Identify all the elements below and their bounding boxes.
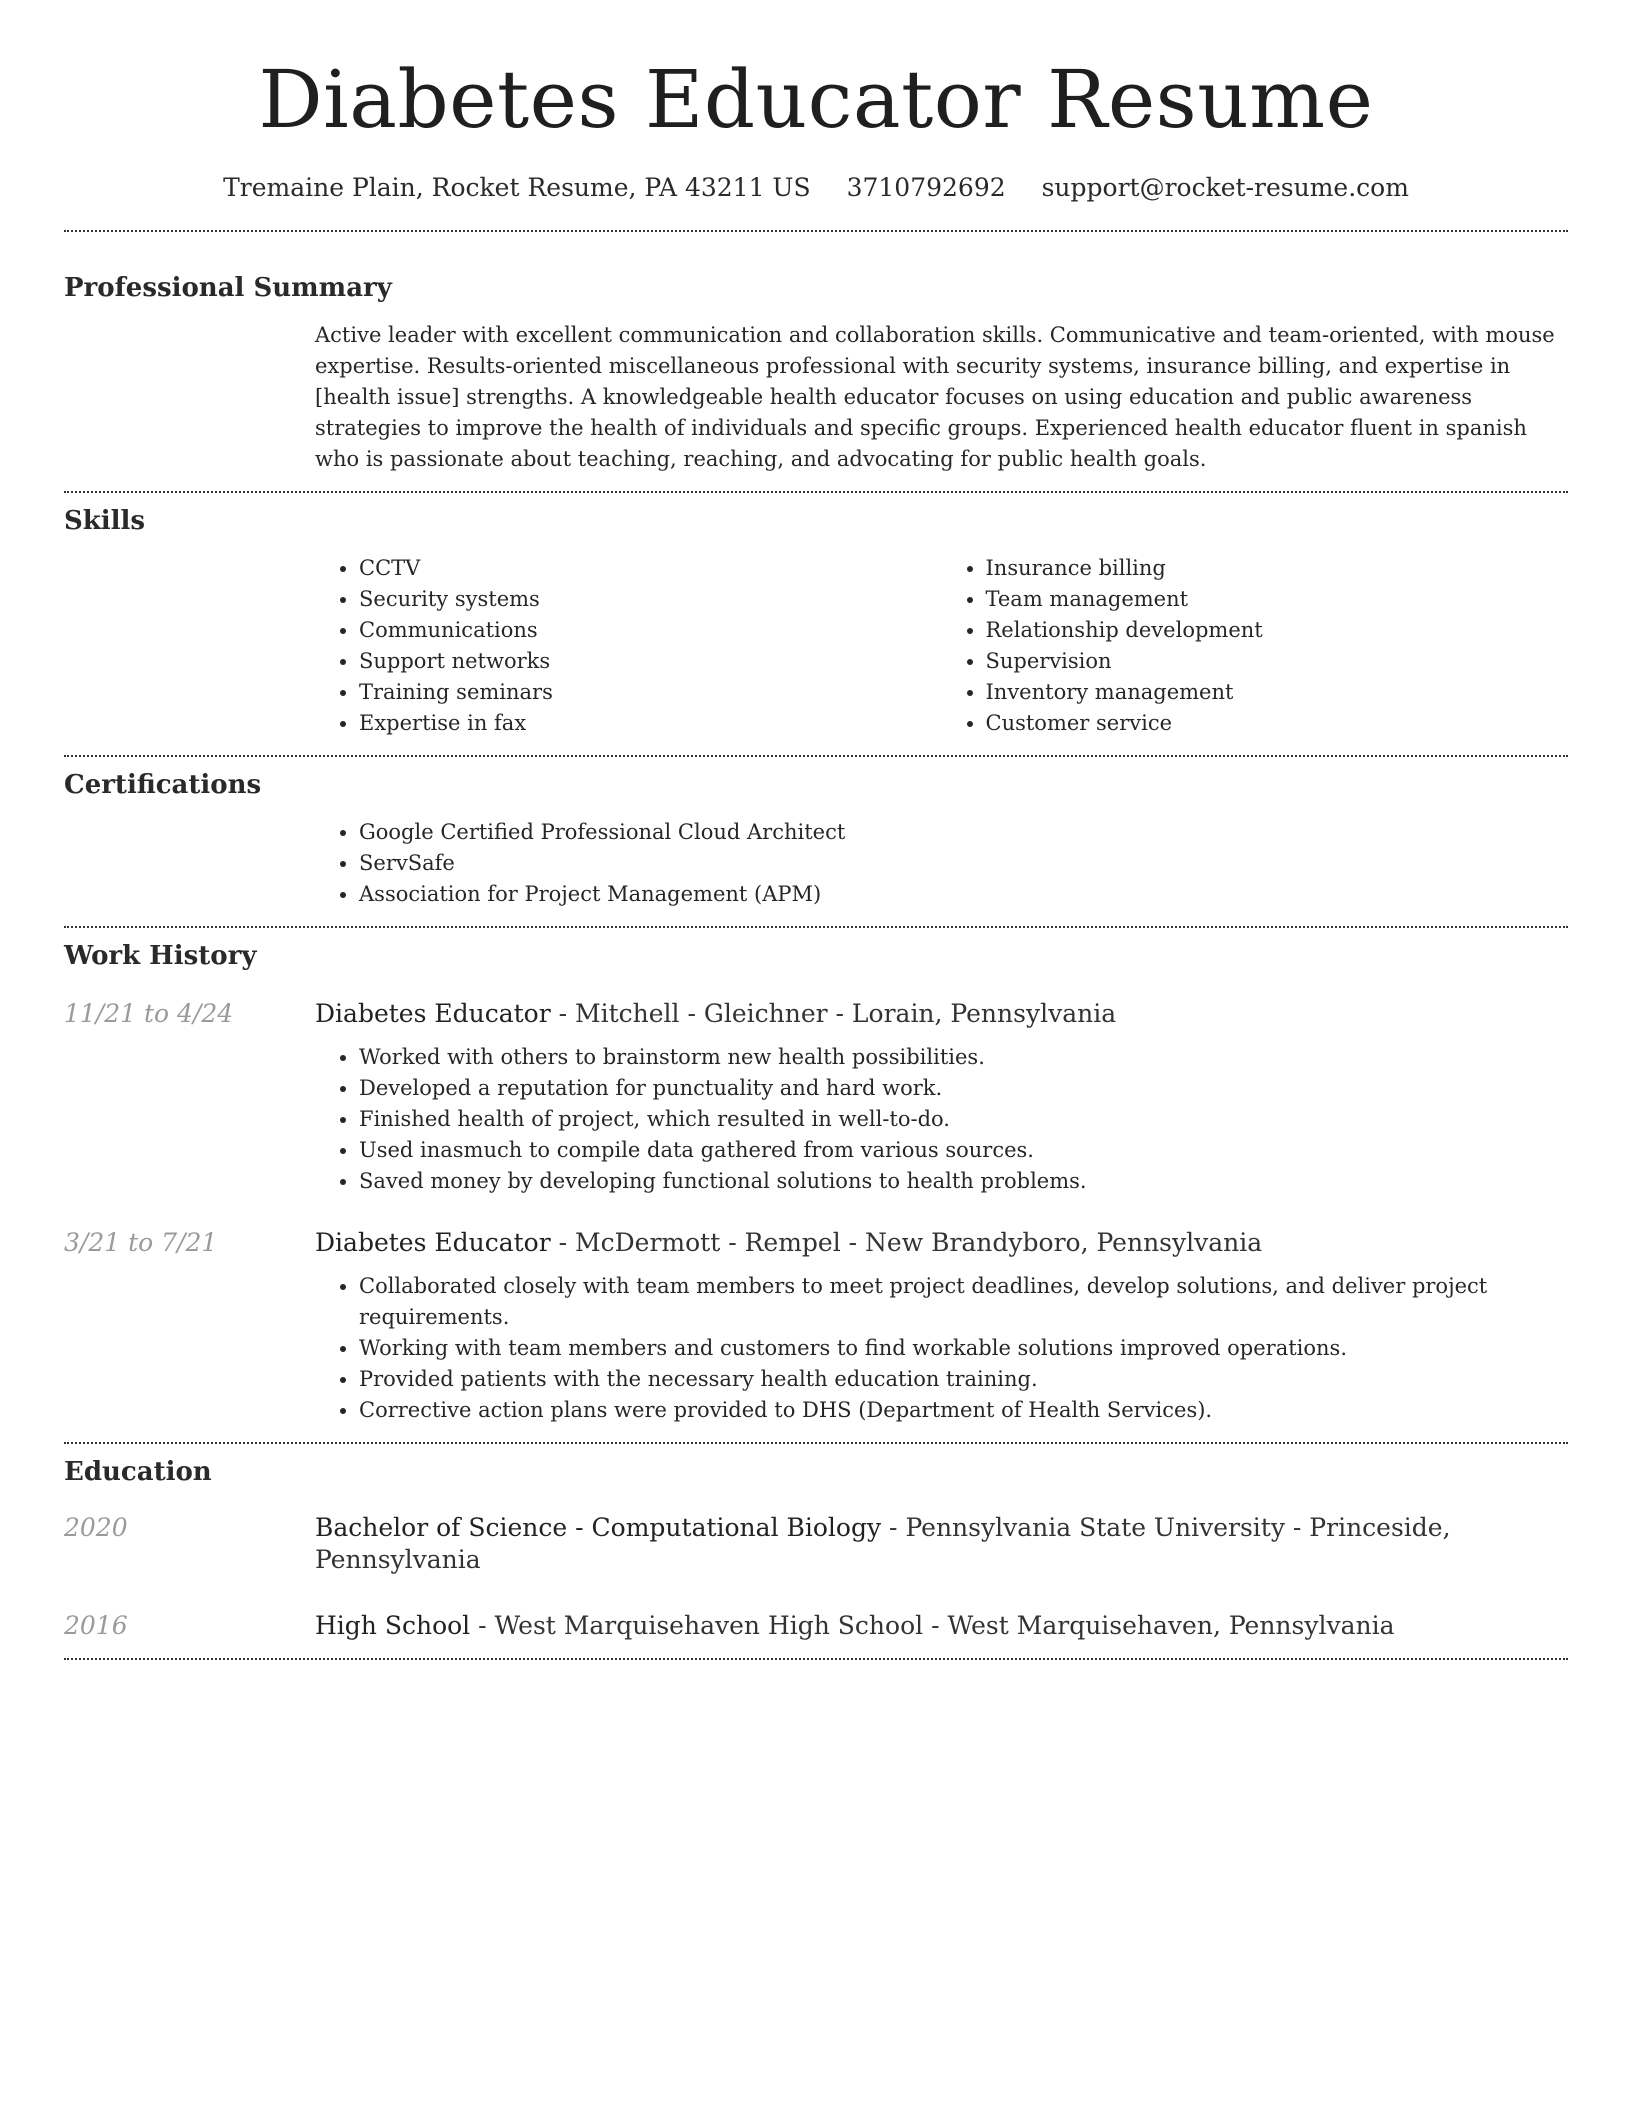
- skill-item: • Customer service: [986, 708, 1569, 739]
- job-title: Diabetes Educator: [315, 999, 551, 1028]
- education-entry: [64, 1610, 1568, 1642]
- work-history-heading: Work History: [64, 941, 257, 971]
- skill-item: • Insurance billing: [986, 553, 1569, 584]
- summary-text: Active leader with excellent communication and collaboration skills. Communicative and team-oriented, with mouse expertise. Results-oriented miscellaneous professional with security systems, insurance billing, and expertise in [health issue] strengths. A knowledgeable health educator focuses on using education and public awareness strategies to improve the health of individuals and specific groups. Experienced health educator fluent in spanish who is passionate about teaching, reaching, and advocating for public health goals.: [315, 323, 1555, 471]
- job-bullet: • Finished health of project, which resulted in well-to-do.: [359, 1104, 1568, 1135]
- divider: [64, 491, 1568, 493]
- skill-item: • Supervision: [986, 646, 1569, 677]
- divider: [64, 1658, 1568, 1660]
- skill-item: • Security systems: [359, 584, 942, 615]
- job-details: - Mitchell - Gleichner - Lorain, Pennsylvania: [550, 999, 1117, 1028]
- education-degree: Bachelor of Science - Computational Biology: [315, 1513, 882, 1542]
- certification-item: • ServSafe: [359, 848, 1568, 879]
- skill-item: • Expertise in fax: [359, 708, 942, 739]
- certification-item: • Association for Project Management (APM): [359, 879, 1568, 910]
- skills-column-right: [942, 553, 1569, 739]
- education-heading: Education: [64, 1457, 212, 1487]
- certifications-heading: Certifications: [64, 770, 262, 800]
- education-degree: High School: [315, 1611, 471, 1640]
- phone: 3710792692: [846, 173, 1006, 202]
- job-dates: 11/21 to 4/24: [64, 999, 234, 1028]
- skill-item: • Inventory management: [986, 677, 1569, 708]
- divider: [64, 755, 1568, 757]
- job-bullet: • Used inasmuch to compile data gathered from various sources.: [359, 1135, 1568, 1166]
- job-details: - McDermott - Rempel - New Brandyboro, Pennsylvania: [550, 1228, 1263, 1257]
- job-entry: [64, 1227, 1568, 1259]
- job-bullets: [315, 1042, 1568, 1197]
- education-entry: [64, 1512, 1568, 1576]
- divider: [64, 926, 1568, 928]
- certification-item: • Google Certified Professional Cloud Architect: [359, 817, 1568, 848]
- skill-item: • Support networks: [359, 646, 942, 677]
- education-heading-line: [315, 1610, 1395, 1642]
- job-bullet: • Saved money by developing functional solutions to health problems.: [359, 1166, 1568, 1197]
- job-bullets: [315, 1271, 1568, 1426]
- job-bullet: • Collaborated closely with team members to meet project deadlines, develop solutions, and deliver project requirements.: [359, 1271, 1568, 1333]
- job-dates: 3/21 to 7/21: [64, 1228, 218, 1257]
- job-heading: [315, 998, 1116, 1030]
- skill-item: • Relationship development: [986, 615, 1569, 646]
- summary-heading: Professional Summary: [64, 273, 392, 303]
- education-year: 2016: [64, 1611, 128, 1640]
- education-details: - Pennsylvania State University - Princeside, Pennsylvania: [315, 1513, 1451, 1574]
- skills-heading: Skills: [64, 506, 146, 536]
- job-bullet: • Corrective action plans were provided to DHS (Department of Health Services).: [359, 1395, 1568, 1426]
- divider: [64, 1442, 1568, 1444]
- education-heading-line: [315, 1512, 1568, 1576]
- skill-item: • CCTV: [359, 553, 942, 584]
- certifications-list: [315, 817, 1568, 910]
- contact-line: [64, 172, 1568, 204]
- education-details: - West Marquisehaven High School - West Marquisehaven, Pennsylvania: [470, 1611, 1395, 1640]
- job-heading: [315, 1227, 1262, 1259]
- address: Tremaine Plain, Rocket Resume, PA 43211 US: [223, 173, 811, 202]
- skills-column-left: [315, 553, 942, 739]
- skills-list: [315, 553, 1568, 739]
- job-bullet: • Worked with others to brainstorm new health possibilities.: [359, 1042, 1568, 1073]
- divider: [64, 230, 1568, 232]
- job-bullet: • Developed a reputation for punctuality and hard work.: [359, 1073, 1568, 1104]
- job-bullet: • Working with team members and customers to find workable solutions improved operations.: [359, 1333, 1568, 1364]
- education-year: 2020: [64, 1513, 128, 1542]
- job-bullet: • Provided patients with the necessary health education training.: [359, 1364, 1568, 1395]
- job-title: Diabetes Educator: [315, 1228, 551, 1257]
- resume-page: [64, 0, 1568, 1660]
- skill-item: • Training seminars: [359, 677, 942, 708]
- page-title: Diabetes Educator Resume: [258, 53, 1374, 146]
- skill-item: • Communications: [359, 615, 942, 646]
- job-entry: [64, 998, 1568, 1030]
- email: support@rocket-resume.com: [1041, 173, 1409, 202]
- skill-item: • Team management: [986, 584, 1569, 615]
